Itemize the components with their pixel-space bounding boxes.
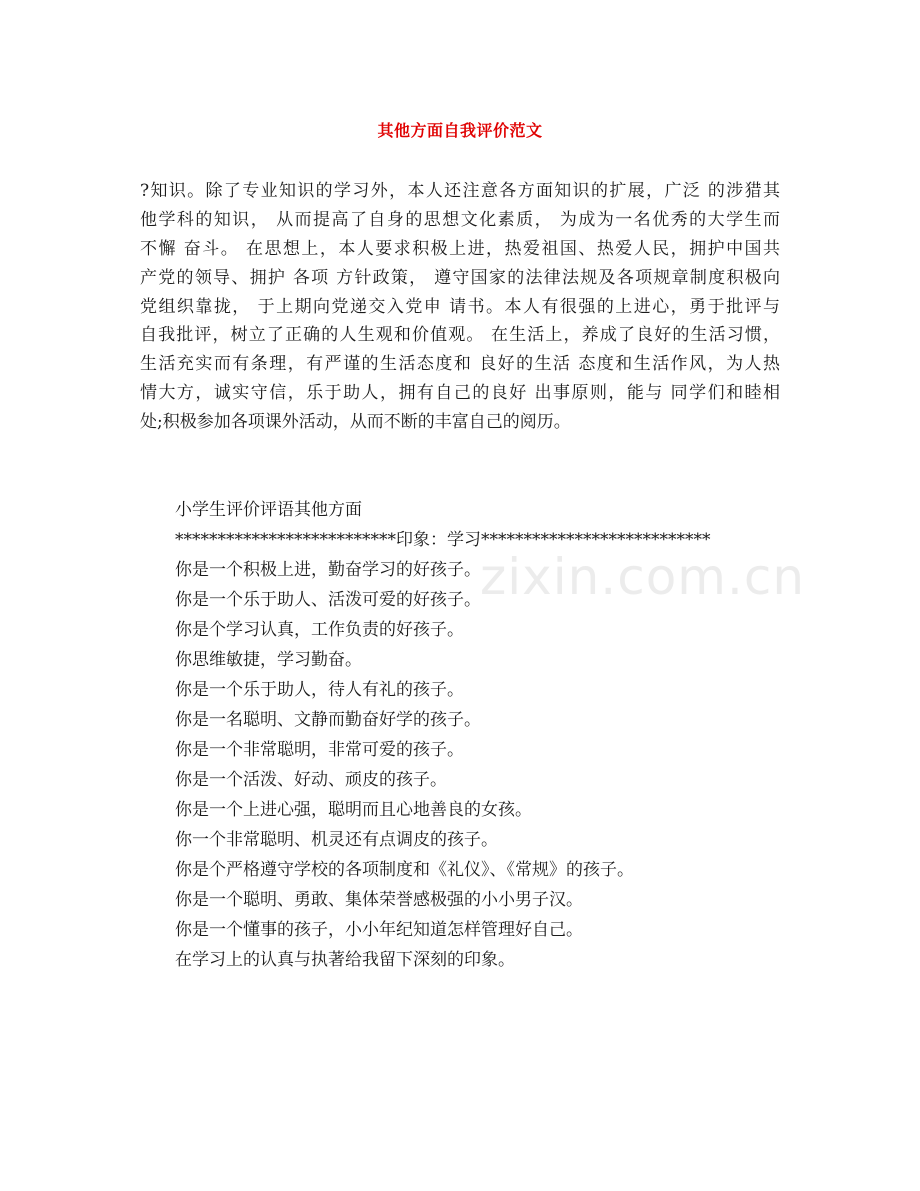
list-item: 你一个非常聪明、机灵还有点调皮的孩子。 — [175, 830, 498, 850]
list-item: 你是一个积极上进，勤奋学习的好孩子。 — [175, 560, 481, 580]
paragraph-line: 他学科的知识， 从而提高了自身的思想文化素质， 为成为一名优秀的大学生而 — [140, 209, 780, 230]
list-item: 你是一个聪明、勇敢、集体荣誉感极强的小小男子汉。 — [175, 890, 583, 910]
list-item: 你是一个乐于助人，待人有礼的孩子。 — [175, 680, 464, 700]
list-item: 你是一个乐于助人、活泼可爱的好孩子。 — [175, 590, 481, 610]
paragraph-line: 不懈 奋斗。 在思想上，本人要求积极上进，热爱祖国、热爱人民，拥护中国共 — [140, 238, 780, 259]
paragraph-line: 情大方，诚实守信，乐于助人，拥有自己的良好 出事原则，能与 同学们和睦相 — [140, 383, 780, 404]
document-title: 其他方面自我评价范文 — [377, 121, 543, 140]
watermark: zixin.com.cn — [480, 548, 806, 606]
paragraph-line: 产党的领导、拥护 各项 方针政策， 遵守国家的法律法规及各项规章制度积极向 — [140, 267, 780, 288]
list-item: 你是个学习认真，工作负责的好孩子。 — [175, 620, 464, 640]
paragraph-line: 生活充实而有条理，有严谨的生活态度和 良好的生活 态度和生活作风，为人热 — [140, 354, 780, 375]
body-paragraph — [140, 177, 780, 437]
section-heading: 小学生评价评语其他方面 — [175, 500, 362, 520]
list-item: 你是一个懂事的孩子，小小年纪知道怎样管理好自己。 — [175, 920, 583, 940]
paragraph-line: 自我批评，树立了正确的人生观和价值观。 在生活上，养成了良好的生活习惯， — [140, 325, 780, 346]
list-item: 你是一个活泼、好动、顽皮的孩子。 — [175, 770, 447, 790]
section-divider: **************************印象：学习*************************** — [175, 530, 711, 550]
list-item: 你是个严格遵守学校的各项制度和《礼仪》、《常规》的孩子。 — [175, 860, 634, 880]
list-item: 你思维敏捷，学习勤奋。 — [175, 650, 362, 670]
list-item: 你是一名聪明、文静而勤奋好学的孩子。 — [175, 710, 481, 730]
paragraph-line: ?知识。除了专业知识的学习外，本人还注意各方面知识的扩展，广泛 的涉猎其 — [140, 181, 780, 201]
paragraph-line: 党组织靠拢， 于上期向党递交入党申 请书。本人有很强的上进心，勇于批评与 — [140, 296, 780, 317]
list-item: 你是一个非常聪明，非常可爱的孩子。 — [175, 740, 464, 760]
list-item: 你是一个上进心强，聪明而且心地善良的女孩。 — [175, 800, 532, 820]
paragraph-line: 处;积极参加各项课外活动，从而不断的丰富自己的阅历。 — [140, 412, 571, 433]
list-item: 在学习上的认真与执著给我留下深刻的印象。 — [175, 950, 515, 970]
